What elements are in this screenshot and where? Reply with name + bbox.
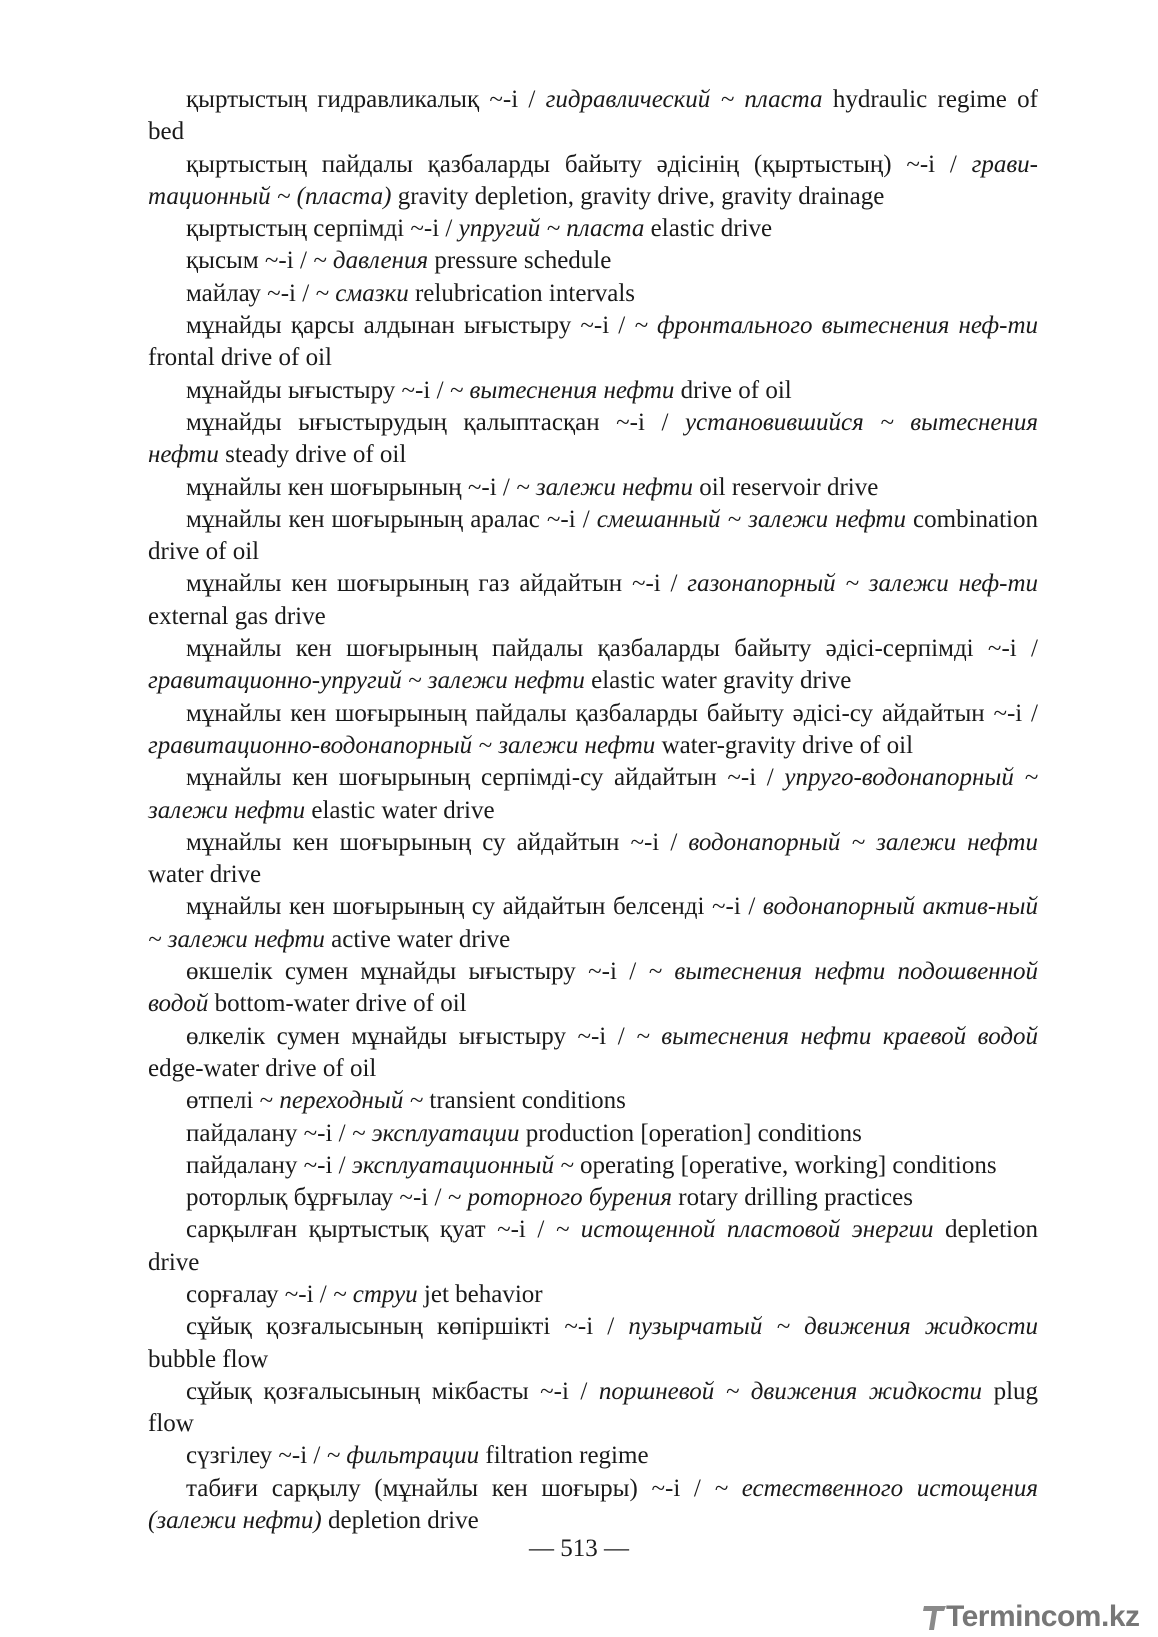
entry-english-term: bottom-water drive of oil (214, 990, 467, 1018)
entry-kazakh-term: қыртыстың гидравликалық ~-і / (186, 86, 536, 113)
entry-kazakh-term: пайдалану ~-і / (186, 1119, 346, 1147)
entry-russian-term: ~ эксплуатации (351, 1119, 520, 1147)
entry-kazakh-term: мұнайлы кен шоғырының серпімді-су айдайтын ~-і / (186, 764, 774, 792)
page-number: — 513 — (529, 1535, 629, 1562)
entry-english-term: pressure schedule (434, 247, 612, 275)
entry-russian-term: ~ давления (313, 247, 429, 275)
entry-russian-term: упруго-водонапорный ~ залежи нефти (148, 764, 1039, 824)
entry-english-term: gravity depletion, gravity drive, gravity drainage (397, 182, 885, 210)
entry-russian-term: ~ вытеснения нефти подошвенной водой (148, 958, 1039, 1018)
entry-kazakh-term: қыртыстың пайдалы қазбаларды байыту әдісінің (қыртыстың) ~-і / (186, 150, 957, 178)
entry-english-term: edge-water drive of oil (148, 1054, 377, 1082)
entry-russian-term: ~ смазки (315, 279, 409, 307)
dictionary-entry (148, 245, 1038, 277)
entry-english-term: steady drive of oil (225, 441, 407, 469)
dictionary-entry (148, 1150, 1038, 1182)
entry-kazakh-term: мұнайды ығыстыру ~-і / (186, 376, 444, 404)
entry-russian-term: ~ струи (332, 1280, 418, 1308)
entry-russian-term: смешанный ~ залежи нефти (596, 505, 906, 533)
dictionary-entry (148, 84, 1038, 149)
entry-russian-term: грави-тационный ~ (пласта) (148, 150, 1038, 210)
entry-russian-term: водонапорный ~ залежи нефти (688, 828, 1038, 856)
entry-kazakh-term: сүзгілеу ~-і / (186, 1442, 321, 1470)
dictionary-entry (148, 407, 1038, 472)
dictionary-entry (148, 891, 1038, 956)
entry-english-term: water-gravity drive of oil (661, 731, 914, 759)
entry-english-term: depletion drive (328, 1507, 479, 1535)
entry-russian-term: гидравлический ~ пласта (545, 86, 823, 113)
entry-kazakh-term: пайдалану ~-і / (186, 1151, 346, 1179)
entry-english-term: oil reservoir drive (699, 473, 879, 501)
dictionary-entry (148, 956, 1038, 1021)
entry-english-term: hydraulic regime of bed (148, 86, 1039, 146)
entry-kazakh-term: мұнайлы кен шоғырының су айдайтын белсенді ~-і / (186, 893, 756, 921)
entry-kazakh-term: сұйық қозғалысының мікбасты ~-і / (186, 1377, 588, 1405)
entry-kazakh-term: роторлық бұрғылау ~-і / (186, 1184, 442, 1212)
entry-kazakh-term: өкшелік сумен мұнайды ығыстыру ~-і / (186, 958, 637, 986)
entry-russian-term: ~ роторного бурения (447, 1184, 673, 1212)
entry-kazakh-term: қыртыстың серпімді ~-і / (186, 215, 453, 243)
dictionary-entry (148, 1473, 1038, 1538)
entry-kazakh-term: мұнайды ығыстырудың қалыптасқан ~-і / (186, 408, 669, 436)
entry-kazakh-term: мұнайлы кен шоғырының газ айдайтын ~-і / (186, 570, 678, 598)
entry-english-term: operating [operative, working] conditions (580, 1151, 997, 1179)
entry-kazakh-term: сарқылған қыртыстық қуат ~-і / (186, 1216, 545, 1244)
entry-kazakh-term: сұйық қозғалысының көпіршікті ~-і / (186, 1313, 615, 1341)
entry-russian-term: ~ фронтального вытеснения неф-ти (634, 312, 1038, 340)
entry-kazakh-term: өтпелі ~ (186, 1087, 274, 1115)
entry-russian-term: переходный ~ (279, 1087, 424, 1115)
dictionary-entry (148, 1182, 1038, 1214)
entry-russian-term: ~ истощенной пластовой энергии (555, 1216, 934, 1244)
dictionary-entry (148, 213, 1038, 245)
entry-english-term: bubble flow (148, 1345, 269, 1373)
entry-english-term: elastic drive (650, 215, 773, 243)
entry-kazakh-term: мұнайлы кен шоғырының ~-і / (186, 473, 510, 501)
entry-russian-term: упругий ~ пласта (458, 215, 645, 243)
entry-kazakh-term: мұнайлы кен шоғырының су айдайтын ~-і / (186, 828, 678, 856)
dictionary-entry (148, 375, 1038, 407)
entry-english-term: jet behavior (423, 1280, 543, 1308)
entry-russian-term: поршневой ~ движения жидкости (598, 1377, 983, 1405)
entry-russian-term: пузырчатый ~ движения жидкости (628, 1313, 1039, 1341)
entry-russian-term: установившийся ~ вытеснения нефти (148, 408, 1039, 469)
t-logo-icon (922, 1602, 948, 1632)
entry-english-term: drive of oil (680, 376, 792, 404)
entry-kazakh-term: табиғи сарқылу (мұнайлы кен шоғыры) ~-і / (186, 1474, 701, 1502)
entry-kazakh-term: мұнайды қарсы алдынан ығыстыру ~-і / (186, 312, 626, 340)
dictionary-entry (148, 633, 1038, 698)
entry-english-term: production [operation] conditions (525, 1119, 862, 1147)
dictionary-entry (148, 1440, 1038, 1472)
dictionary-entry (148, 698, 1038, 763)
entry-russian-term: гравитационно-водонапорный ~ залежи нефти (148, 731, 656, 759)
entry-english-term: active water drive (331, 925, 511, 953)
entry-english-term: depletion drive (148, 1216, 1038, 1276)
entry-kazakh-term: мұнайлы кен шоғырының пайдалы қазбаларды байыту әдісі-серпімді ~-і / (186, 635, 1038, 663)
dictionary-entry (148, 504, 1038, 569)
entry-english-term: external gas drive (148, 602, 326, 630)
dictionary-page (148, 84, 1038, 1537)
dictionary-entry (148, 1214, 1038, 1279)
entry-english-term: plug flow (148, 1377, 1039, 1438)
entry-english-term: rotary drilling practices (678, 1184, 913, 1212)
dictionary-entry (148, 827, 1038, 892)
entry-english-term: frontal drive of oil (148, 344, 332, 372)
entry-english-term: relubrication intervals (414, 279, 636, 307)
dictionary-entry (148, 1311, 1038, 1376)
dictionary-entry (148, 278, 1038, 310)
entry-russian-term: эксплуатационный ~ (351, 1151, 574, 1179)
entry-russian-term: водонапорный актив-ный ~ залежи нефти (148, 893, 1038, 953)
dictionary-entry (148, 1085, 1038, 1117)
dictionary-entry (148, 1376, 1038, 1441)
dictionary-entry (148, 1021, 1038, 1086)
dictionary-entry (148, 472, 1038, 504)
entry-kazakh-term: мұнайлы кен шоғырының пайдалы қазбаларды байыту әдісі-су айдайтын ~-і / (186, 699, 1038, 727)
entry-kazakh-term: қысым ~-і / (186, 247, 307, 275)
entry-english-term: water drive (148, 861, 262, 889)
entry-russian-term: ~ фильтрации (326, 1442, 480, 1470)
entry-russian-term: ~ вытеснения нефти краевой водой (636, 1022, 1039, 1050)
dictionary-entry (148, 310, 1038, 375)
dictionary-entry (148, 1118, 1038, 1150)
entry-english-term: combination drive of oil (148, 505, 1039, 566)
termincom-watermark (922, 1600, 1140, 1633)
entry-english-term: filtration regime (485, 1442, 649, 1470)
dictionary-entry (148, 762, 1038, 827)
entry-english-term: transient conditions (429, 1087, 626, 1115)
watermark-text: Termincom.kz (946, 1600, 1140, 1633)
entry-russian-term: ~ залежи нефти (516, 473, 693, 501)
entry-english-term: elastic water drive (311, 796, 495, 824)
dictionary-entry (148, 149, 1038, 214)
entry-english-term: elastic water gravity drive (591, 667, 852, 695)
entry-kazakh-term: өлкелік сумен мұнайды ығыстыру ~-і / (186, 1022, 625, 1050)
entry-kazakh-term: мұнайлы кен шоғырының аралас ~-і / (186, 505, 590, 533)
entry-kazakh-term: сорғалау ~-і / (186, 1280, 327, 1308)
entry-russian-term: ~ вытеснения нефти (449, 376, 675, 404)
dictionary-entry (148, 1279, 1038, 1311)
entry-russian-term: газонапорный ~ залежи неф-ти (687, 570, 1039, 598)
dictionary-entry (148, 568, 1038, 633)
entry-russian-term: ~ естественного истощения (залежи нефти) (148, 1474, 1038, 1535)
entry-kazakh-term: майлау ~-і / (186, 279, 310, 307)
entry-russian-term: гравитационно-упругий ~ залежи нефти (148, 667, 585, 695)
